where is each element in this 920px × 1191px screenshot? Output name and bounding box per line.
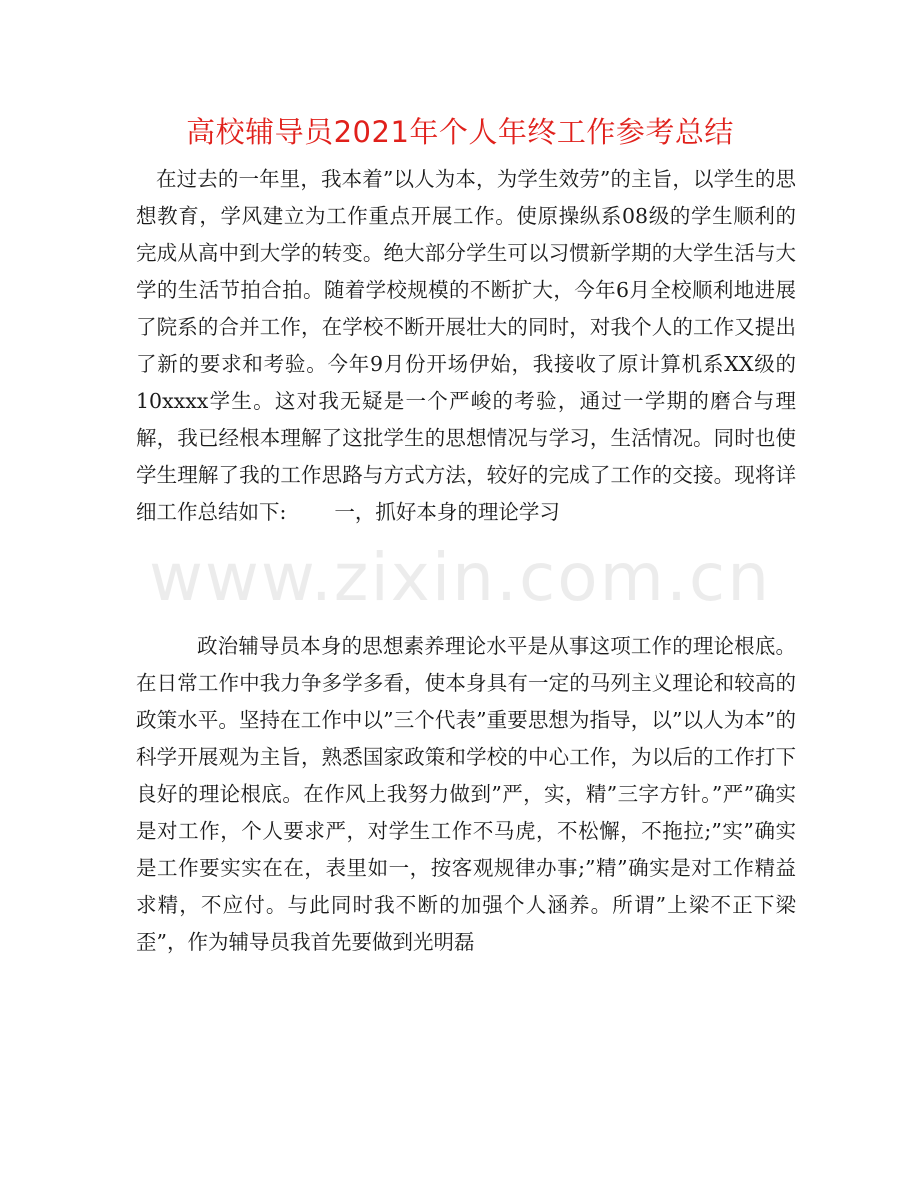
body-paragraph-2: 政治辅导员本身的思想素养理论水平是从事这项工作的理论根底。在日常工作中我力争多学多看，使本身具有一定的马列主义理论和较高的政策水平。坚持在工作中以”三个代表”重要思想为指导，以”以人为本”的科学开展观为主旨，熟悉国家政策和学校的中心工作，为以后的工作打下良好的理论根底。在作风上我努力做到”严，实，精”三字方针。”严”确实是对工作，个人要求严，对学生工作不马虎，不松懈，不拖拉;”实”确实是工作要实实在在，表里如一，按客观规律办事;”精”确实是对工作精益求精，不应付。与此同时我不断的加强个人涵养。所谓”上梁不正下梁歪”，作为辅导员我首先要做到光明磊 [136, 634, 796, 954]
paragraph-1-text: 在过去的一年里，我本着”以人为本，为学生效劳”的主旨，以学生的思想教育，学风建立为工作重点开展工作。使原操纵系08级的学生顺利的完成从高中到大学的转变。绝大部分学生可以习惯新学期的大学生活与大学的生活节拍合拍。随着学校规模的不断扩大，今年6月全校顺利地进展了院系的合并工作，在学校不断开展壮大的同时，对我个人的工作又提出了新的要求和考验。今年9月份开场伊始，我接收了原计算机系XX级的10xxxx学生。这对我无疑是一个严峻的考验，通过一学期的磨合与理解，我已经根本理解了这批学生的思想情况与学习，生活情况。同时也使学生理解了我的工作思路与方式方法，较好的完成了工作的交接。现将详细工作总结如下: [136, 167, 796, 524]
watermark: www.zixin.com.cn [148, 539, 772, 616]
document-title: 高校辅导员2021年个人年终工作参考总结 [186, 115, 734, 149]
section-heading: 一，抓好本身的理论学习 [334, 500, 560, 524]
body-paragraph-1 [136, 161, 796, 531]
